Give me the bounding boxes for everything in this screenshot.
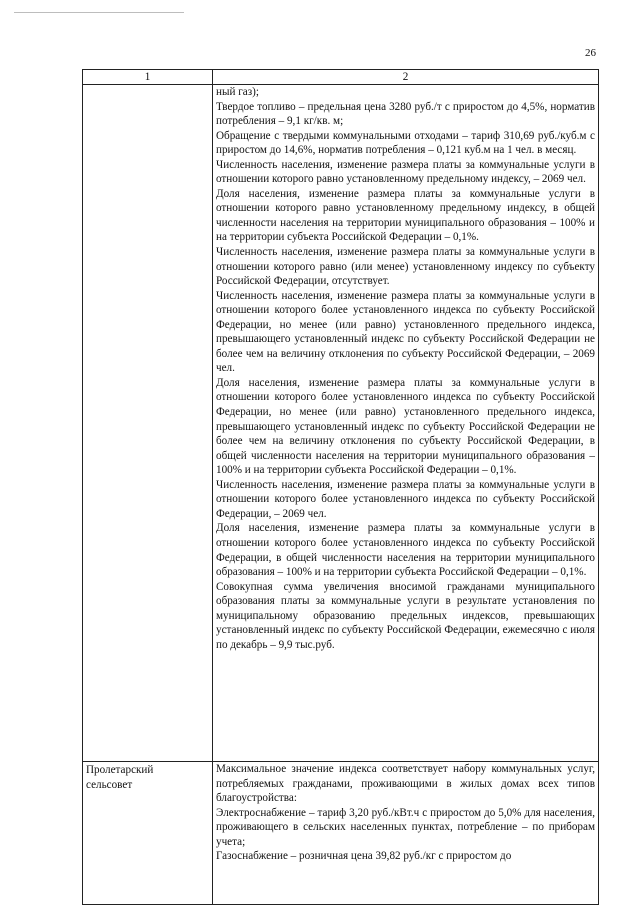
page-number: 26	[585, 47, 596, 59]
table-row	[83, 85, 599, 762]
description-text: Максимальное значение индекса соответствует набору коммунальных услуг, потребляемых гражданами, проживающими в жилых домах всех типов благоустройства: Электроснабжение – тариф 3,20 руб./кВт.ч с приростом до 5,0% для населения, проживающего в сельских населенных пунктах, потребление – по приборам учета; Газоснабжение – розничная цена 39,82 руб./кг с приростом до	[216, 763, 595, 863]
document-table	[82, 69, 599, 905]
municipality-cell	[83, 762, 213, 905]
header-cell-2: 2	[213, 70, 599, 85]
description-cell	[213, 762, 599, 905]
description-cell	[213, 85, 599, 762]
header-cell-1: 1	[83, 70, 213, 85]
municipality-cell	[83, 85, 213, 762]
municipality-name: Пролетарский сельсовет	[86, 764, 154, 791]
top-rule	[14, 12, 184, 13]
municipality-name	[86, 85, 209, 86]
table-row	[83, 762, 599, 905]
description-text: ный газ); Твердое топливо – предельная цена 3280 руб./т с приростом до 4,5%, норматив потребления – 9,1 кг/кв. м; Обращение с твердыми коммунальными отходами – тариф 310,69 руб./куб.м с приростом до 14,6%, норматив потребления – 0,121 куб.м на 1 чел. в месяц. Численность населения, изменение размера платы за коммунальные услуги в отношении которого равно установленному предельному индексу, – 2069 чел. Доля населения, изменение размера платы за коммунальные услуги в отношении которого равно установленному предельному индексу, в общей численности населения на территории муниципального образования – 100% и на территории субъекта Российской Федерации – 0,1%. Численность населения, изменение размера платы за коммунальные услуги в отношении которого равно (или менее) установленному индексу по субъекту Российской Федерации, отсутствует. Численность населения, изменение размера платы за коммунальные услуги в отношении которого более установленного индекса по субъекту Российской Федерации, но менее (или равно) установленного предельного индекса, превышающего установленный индекс по субъекту Российской Федерации не более чем на величину отклонения по субъекту Российской Федерации, – 2069 чел. Доля населения, изменение размера платы за коммунальные услуги в отношении которого более установленного индекса по субъекту Российской Федерации, но менее (или равно) установленного предельного индекса, превышающего установленный индекс по субъекту Российской Федерации не более чем на величину отклонения по субъекту Российской Федерации, в общей численности населения на территории муниципального образования – 100% и на территории субъекта Российской Федерации – 0,1%. Численность населения, изменение размера платы за коммунальные услуги в отношении которого более установленного индекса по субъекту Российской Федерации, – 2069 чел. Доля населения, изменение размера платы за коммунальные услуги в отношении которого более установленного индекса по субъекту Российской Федерации, в общей численности населения на территории муниципального образования – 100% и на территории субъекта Российской Федерации – 0,1%. Совокупная сумма увеличения вносимой гражданами муниципального образования платы за коммунальные услуги в результате установления по муниципальному образованию предельных индексов, превышающих установленный индекс по субъекту Российской Федерации, ежемесячно с июля по декабрь – 9,9 тыс.руб.	[216, 86, 595, 651]
table-header-row	[83, 70, 599, 85]
